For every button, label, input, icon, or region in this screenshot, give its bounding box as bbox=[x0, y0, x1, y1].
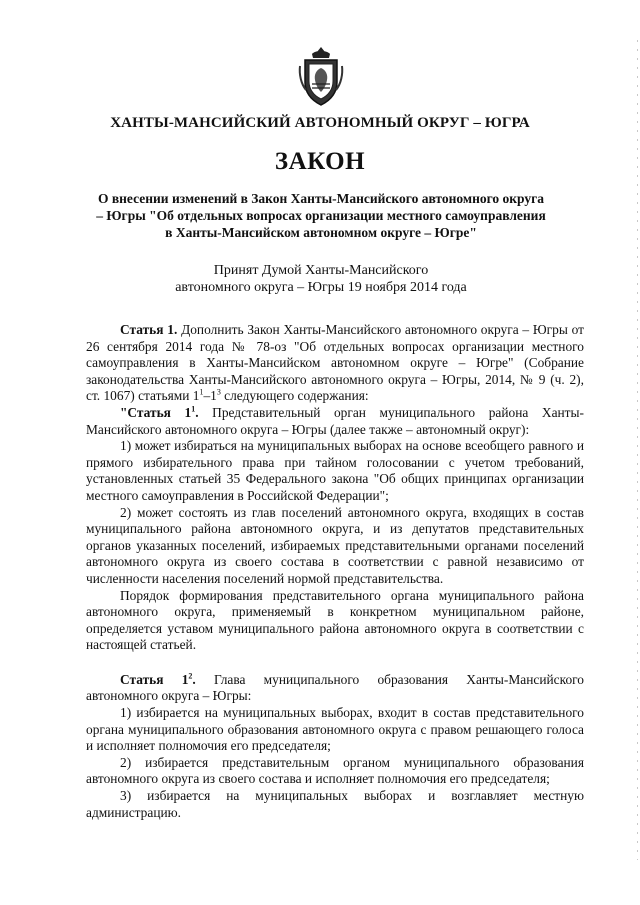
article-1-text-b: –1 bbox=[203, 388, 217, 404]
coat-of-arms-emblem-icon bbox=[298, 44, 344, 108]
adoption-line-1: Принят Думой Ханты-Мансийского bbox=[213, 263, 429, 278]
adoption-line-2: автономного округа – Югры 19 ноября 2014 года bbox=[175, 280, 467, 295]
article-1-label: Статья 1. bbox=[120, 322, 178, 337]
article-1-1-label bbox=[120, 405, 199, 420]
article-1-1-label-sup: 1 bbox=[191, 404, 196, 414]
article-1-text-a: Дополнить Закон Ханты-Мансийского автономного округа – Югры от 26 сентября 2014 года № 78-оз "Об отдельных вопросах организации местного самоуправления в Ханты-Мансийском автономном округе – Югре" (Собрание законодательства Ханты-Мансийского автономного округа – Югры, 2014, № 9 (ч. 2), ст. 1067) статьями 1 bbox=[86, 322, 584, 404]
article-1-1-item-2: 2) может состоять из глав поселений автономного округа, входящих в состав муниципального района автономного округа, и из депутатов представительных органов указанных поселений, избираемых представительными органами поселений автономного округа из своего состава в соответствии с равной независимо от численности населения поселений нормой представительства. bbox=[86, 504, 584, 586]
article-1 bbox=[86, 322, 584, 405]
article-1-2-item-2: 2) избирается представительным органом муниципального образования автономного округа из своего состава и исполняет полномочия его председателя; bbox=[86, 754, 584, 787]
law-body bbox=[86, 322, 584, 821]
article-1-2-item-1: 1) избирается на муниципальных выборах, входит в состав представительного органа муниципального образования автономного округа с правом решающего голоса и исполняет полномочия его председателя; bbox=[86, 705, 584, 754]
article-1-1-label-pre: "Статья 1 bbox=[120, 404, 192, 420]
article-1-1 bbox=[86, 405, 584, 438]
article-1-1-label-post: . bbox=[195, 404, 199, 420]
article-1-1-item-1: 1) может избираться на муниципальных выборах на основе всеобщего равного и прямого избирательного права при тайном голосовании с учетом требований, установленных статьей 35 Федерального закона "Об общих принципах организации местного самоуправления в Российской Федерации"; bbox=[86, 438, 584, 503]
article-1-2-label bbox=[120, 672, 196, 687]
article-1-2-item-3: 3) избирается на муниципальных выборах и возглавляет местную администрацию. bbox=[86, 788, 584, 820]
article-1-1-closing: Порядок формирования представительного органа муниципального района автономного округа, применяемый в конкретном муниципальном районе, определяется уставом муниципального района автономного округа в соответствии с настоящей статьей. bbox=[86, 587, 584, 653]
article-1-sup-a: 1 bbox=[199, 387, 204, 397]
adoption-note bbox=[96, 262, 546, 296]
scan-edge-mark bbox=[637, 40, 638, 860]
document-type: ЗАКОН bbox=[274, 148, 366, 175]
article-1-sup-b: 3 bbox=[216, 387, 221, 397]
region-name: ХАНТЫ-МАНСИЙСКИЙ АВТОНОМНЫЙ ОКРУГ – ЮГРА bbox=[110, 115, 530, 131]
article-1-2 bbox=[86, 672, 584, 705]
article-1-2-label-post: . bbox=[192, 671, 196, 687]
law-title: О внесении изменений в Закон Ханты-Мансийского автономного округа – Югры "Об отдельных вопросах организации местного самоуправления в Ханты-Мансийском автономном округе – Югре" bbox=[96, 191, 546, 240]
article-1-1-text: Представительный орган муниципального района Ханты-Мансийского автономного округа – Югры (далее также – автономный округ): bbox=[86, 404, 584, 437]
article-1-2-text: Глава муниципального образования Ханты-Мансийского автономного округа – Югры: bbox=[86, 671, 584, 704]
article-1-text-c: следующего содержания: bbox=[220, 388, 369, 404]
article-1-2-label-sup: 2 bbox=[188, 671, 193, 681]
article-1-2-label-pre: Статья 1 bbox=[120, 671, 189, 687]
